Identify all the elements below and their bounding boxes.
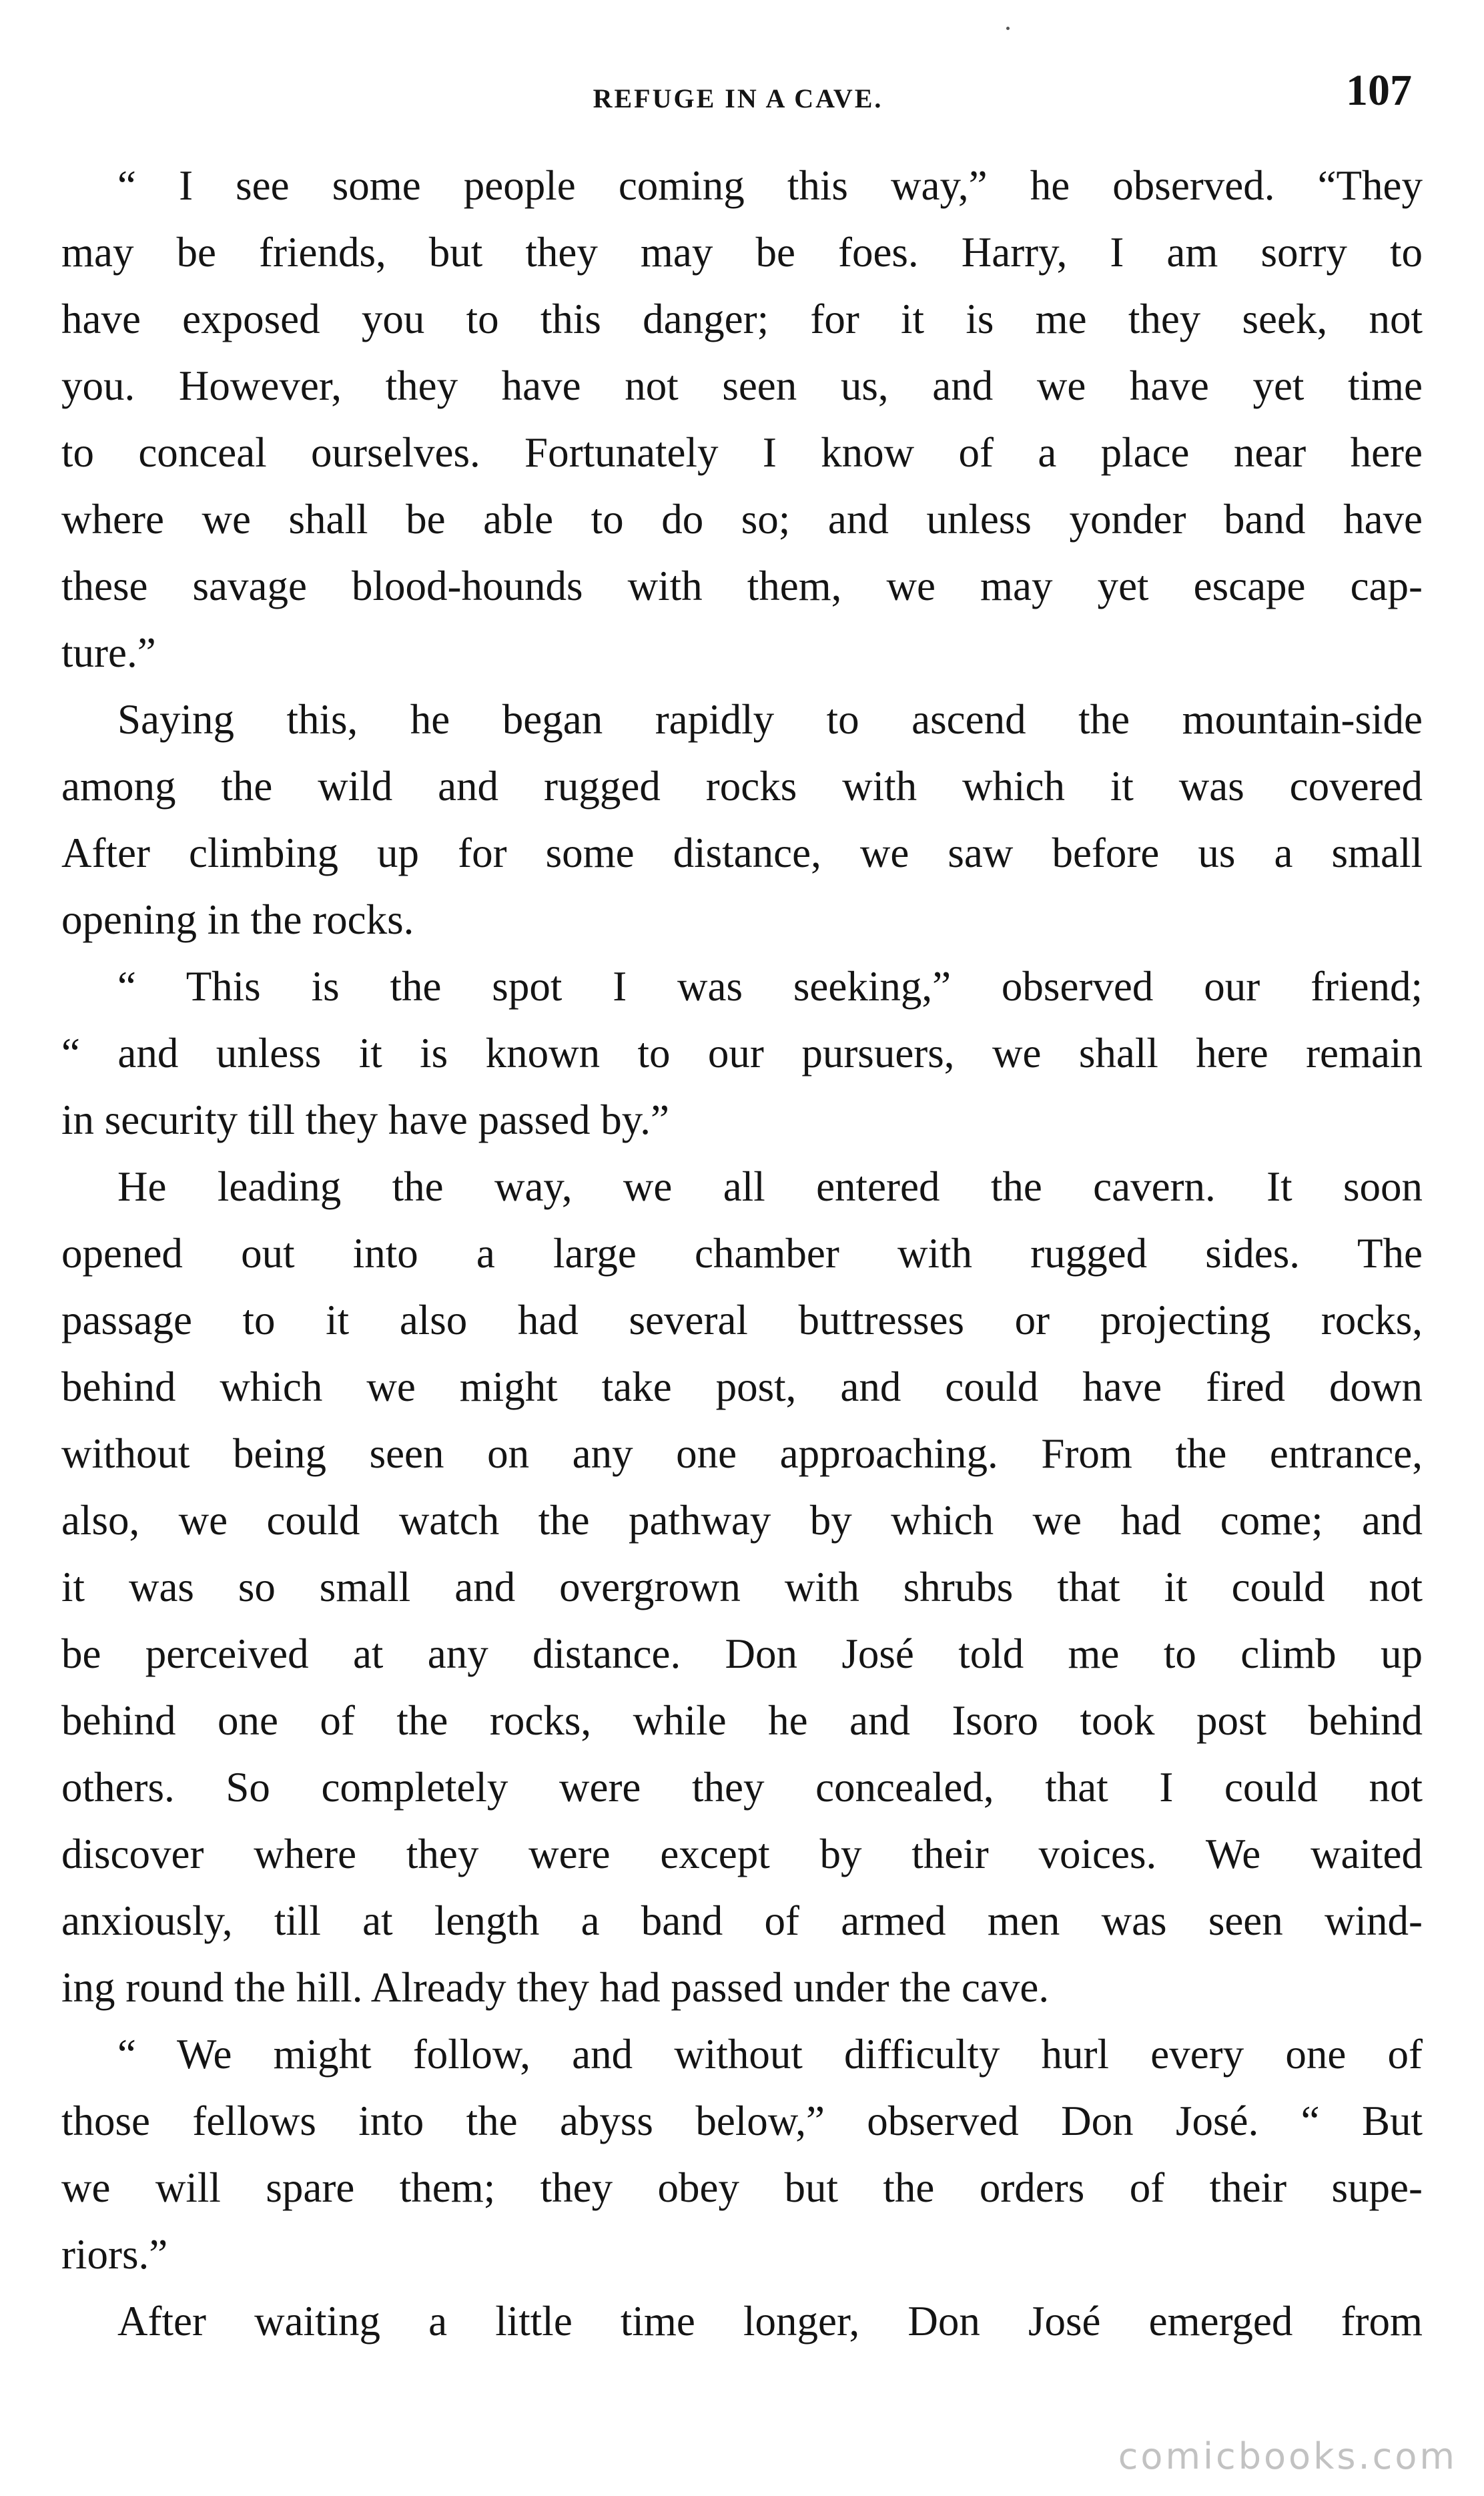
text-line: behind one of the rocks, while he and Isoro took post behind: [61, 1697, 1423, 1744]
text-line: in security till they have passed by.”: [61, 1097, 669, 1143]
text-line: anxiously, till at length a band of armed men was seen wind-: [61, 1897, 1423, 1944]
text-line: ing round the hill. Already they had passed under the cave.: [61, 1964, 1050, 2011]
text-line: behind which we might take post, and could have fired down: [61, 1363, 1423, 1410]
text-line: discover where they were except by their voices. We waited: [61, 1831, 1423, 1877]
site-watermark: comicbooks.com: [1118, 2435, 1457, 2477]
text-line: those fellows into the abyss below,” observed Don José. “ But: [61, 2098, 1423, 2144]
page-header: [64, 65, 1412, 125]
text-line: ture.”: [61, 629, 156, 676]
page-number: 107: [1346, 66, 1412, 115]
text-line: these savage blood-hounds with them, we may yet escape cap-: [61, 563, 1423, 609]
text-line: we will spare them; they obey but the orders of their supe-: [61, 2164, 1423, 2211]
text-line: to conceal ourselves. Fortunately I know of a place near here: [61, 429, 1423, 476]
text-line: where we shall be able to do so; and unless yonder band have: [61, 496, 1423, 543]
text-line: others. So completely were they concealed, that I could not: [61, 1764, 1423, 1811]
text-line: also, we could watch the pathway by which we had come; and: [61, 1497, 1423, 1544]
text-line: “ I see some people coming this way,” he observed. “They: [117, 162, 1423, 209]
text-line: have exposed you to this danger; for it is me they seek, not: [61, 296, 1423, 342]
text-line: among the wild and rugged rocks with which it was covered: [61, 763, 1423, 810]
text-line: may be friends, but they may be foes. Harry, I am sorry to: [61, 229, 1423, 276]
print-speck: [1006, 27, 1010, 30]
text-line: “ We might follow, and without difficulty hurl every one of: [117, 2031, 1423, 2078]
text-line: be perceived at any distance. Don José told me to climb up: [61, 1630, 1423, 1677]
text-line: without being seen on any one approaching. From the entrance,: [61, 1430, 1423, 1477]
text-line: After climbing up for some distance, we saw before us a small: [61, 830, 1423, 876]
text-line: you. However, they have not seen us, and we have yet time: [61, 362, 1423, 409]
text-line: opening in the rocks.: [61, 896, 414, 943]
text-line: opened out into a large chamber with rugged sides. The: [61, 1230, 1423, 1277]
text-line: Saying this, he began rapidly to ascend the mountain-side: [117, 696, 1423, 743]
text-line: riors.”: [61, 2231, 168, 2278]
body-text: [61, 152, 1423, 2355]
text-line: it was so small and overgrown with shrubs that it could not: [61, 1564, 1423, 1610]
running-head: REFUGE IN A CAVE.: [593, 83, 883, 113]
text-line: “ and unless it is known to our pursuers, we shall here remain: [61, 1030, 1423, 1076]
text-line: He leading the way, we all entered the cavern. It soon: [117, 1163, 1423, 1210]
text-line: “ This is the spot I was seeking,” observed our friend;: [117, 963, 1423, 1010]
text-line: passage to it also had several buttresses or projecting rocks,: [61, 1297, 1423, 1343]
text-line: After waiting a little time longer, Don José emerged from: [117, 2298, 1423, 2345]
